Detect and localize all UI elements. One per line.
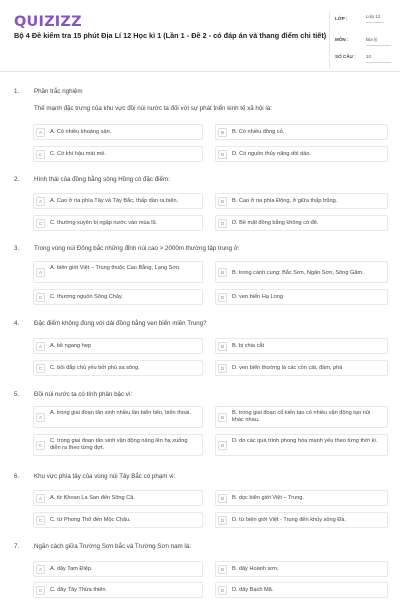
question-text: Hình thái của đồng bằng sông Hồng có đặc điểm: (34, 176, 170, 183)
count-value: 10 (366, 54, 391, 63)
subject-value: Địa lý (366, 37, 391, 46)
option-text: C. thường xuyên bị ngập nước vào mùa lũ. (50, 220, 158, 226)
option-letter: B (218, 494, 227, 503)
option-letter: B (218, 197, 227, 206)
option-d[interactable] (215, 512, 388, 528)
question-text: Khu vực phía tây của vùng núi Tây Bắc có phạm vi: (34, 473, 176, 480)
option-d[interactable] (215, 215, 388, 231)
option-letter: A (36, 128, 45, 137)
subject-label: MÔN : (335, 37, 349, 42)
option-a[interactable] (33, 338, 203, 354)
option-b[interactable] (215, 406, 388, 428)
section-heading (14, 88, 83, 95)
option-letter: D (218, 150, 227, 159)
option-text: A. từ Khoan La San đến Sông Cả. (50, 495, 135, 501)
option-a[interactable] (33, 261, 203, 283)
class-value: Lớp 12 (366, 14, 384, 23)
option-b[interactable] (215, 193, 388, 209)
question-number: 5. (14, 391, 20, 398)
option-letter: C (36, 516, 45, 525)
option-letter: A (36, 342, 45, 351)
option-letter: D (218, 219, 227, 228)
question-number: 4. (14, 320, 20, 327)
option-b[interactable] (215, 490, 388, 506)
option-text: A. trong giai đoạn tân sinh nhiều lần biển tiến, biển thoái. (50, 410, 191, 416)
option-text: A. bề ngang hẹp (50, 343, 92, 349)
option-letter: C (36, 441, 45, 450)
meta-panel (329, 12, 391, 68)
option-letter: D (218, 293, 227, 302)
option-text: C. Có khí hậu mát mẻ. (50, 151, 106, 157)
option-text: B. bị chia cắt (232, 343, 265, 349)
option-text: D. dãy Bạch Mã. (232, 587, 274, 593)
option-letter: A (36, 494, 45, 503)
quizizz-logo[interactable]: QUIZIZZ (14, 14, 82, 30)
option-text: B. Cao ở ria phía Đông, ở giữa thấp trũng. (232, 198, 338, 204)
option-letter: C (36, 219, 45, 228)
option-b[interactable] (215, 561, 388, 577)
option-letter: C (36, 293, 45, 302)
option-a[interactable] (33, 561, 203, 577)
option-c[interactable] (33, 215, 203, 231)
option-letter: D (218, 516, 227, 525)
option-text: A. biên giới Việt – Trung thuộc Cao Bằng, Lạng Sơn. (50, 265, 181, 271)
option-c[interactable] (33, 146, 203, 162)
option-text: B. trong giai đoạn cổ kiến tạo có nhiều vận động tạo núi khác nhau. (232, 410, 371, 423)
option-text: B. dãy Hoành sơn. (232, 566, 279, 572)
option-letter: C (36, 150, 45, 159)
class-label: LỚP : (335, 16, 348, 21)
option-letter: D (218, 441, 227, 450)
option-text: D. do các quá trình phong hóa mạnh yếu theo từng thời kì. (232, 438, 378, 444)
option-text: D. ven biển thường là các cồn cát, đầm, phá (232, 365, 343, 371)
worksheet-header (0, 0, 400, 72)
question-number: 2. (14, 176, 20, 183)
option-d[interactable] (215, 360, 388, 376)
option-d[interactable] (215, 289, 388, 305)
option-letter: B (218, 413, 227, 422)
worksheet-title: Bộ 4 Đề kiểm tra 15 phút Địa Lí 12 Học kì 1 (Lần 1 - Đề 2 - có đáp án và thang điểm chi tiết) (14, 31, 327, 40)
option-text: B. trong cánh cung: Bắc Sơn, Ngân Sơn, Sông Gâm. (232, 270, 364, 276)
option-letter: B (218, 268, 227, 277)
option-letter: A (36, 565, 45, 574)
option-letter: C (36, 364, 45, 373)
option-text: A. Có nhiều khoáng sản. (50, 129, 112, 135)
option-letter: A (36, 413, 45, 422)
count-label: SỐ CÂU : (335, 54, 356, 59)
option-c[interactable] (33, 289, 203, 305)
option-letter: B (218, 342, 227, 351)
option-d[interactable] (215, 582, 388, 598)
option-b[interactable] (215, 338, 388, 354)
question-text: Đặc điểm không đúng với dải đồng bằng ven biển miền Trung? (34, 320, 207, 327)
option-a[interactable] (33, 490, 203, 506)
option-letter: D (218, 586, 227, 595)
question-number: 7. (14, 543, 20, 550)
option-c[interactable] (33, 512, 203, 528)
question-number: 6. (14, 473, 20, 480)
option-d[interactable] (215, 146, 388, 162)
option-d[interactable] (215, 434, 388, 456)
option-letter: D (218, 364, 227, 373)
option-text: C. trong giai đoạn tân sinh vận động nâng lên hạ xuống diễn ra theo từng đợt. (50, 438, 188, 451)
option-a[interactable] (33, 124, 203, 140)
option-text: C. dãy Tây Thừa thiên. (50, 587, 108, 593)
option-letter: A (36, 268, 45, 277)
option-a[interactable] (33, 193, 203, 209)
option-text: B. dọc biên giới Việt – Trung. (232, 495, 304, 501)
question-text: Ngăn cách giữa Trường Sơn bắc và Trường Sơn nam là: (34, 543, 191, 550)
option-b[interactable] (215, 261, 388, 283)
option-c[interactable] (33, 582, 203, 598)
option-a[interactable] (33, 406, 203, 428)
option-text: D. Bề mặt đồng bằng không có đê. (232, 220, 319, 226)
question-text: Trong vùng núi Đông bắc những đỉnh núi cao > 2000m thường tập trung ở: (34, 245, 240, 252)
option-text: B. Có nhiều đồng cỏ. (232, 129, 285, 135)
option-letter: A (36, 197, 45, 206)
option-text: D. ven biển Hạ Long (232, 294, 283, 300)
option-c[interactable] (33, 434, 203, 456)
option-text: D. Có nguồn thủy năng dồi dào. (232, 151, 311, 157)
option-text: C. bồi đắp chủ yếu bởi phù sa sông. (50, 365, 140, 371)
option-letter: C (36, 586, 45, 595)
option-text: D. từ biên giới Việt - Trung đến khủy sông Đà. (232, 517, 346, 523)
option-text: A. dãy Tam Điệp. (50, 566, 93, 572)
section-title: Phần trắc nghiệm (34, 88, 83, 95)
option-letter: B (218, 565, 227, 574)
question-text: Đồi núi nước ta có tính phân bậc vì: (34, 391, 133, 398)
option-text: A. Cao ở rìa phía Tây và Tây Bắc, thấp dần ra biển. (50, 198, 179, 204)
section-number: 1. (14, 88, 20, 95)
option-letter: B (218, 128, 227, 137)
question-text: Thế mạnh đặc trưng của khu vực đồi núi nước ta đối với sự phát triển kinh tế xã hội là: (34, 105, 272, 112)
option-c[interactable] (33, 360, 203, 376)
option-b[interactable] (215, 124, 388, 140)
option-text: C. thượng nguồn Sông Chảy. (50, 294, 123, 300)
option-text: C. từ Phong Thổ đến Mộc Châu. (50, 517, 131, 523)
question-number: 3. (14, 245, 20, 252)
